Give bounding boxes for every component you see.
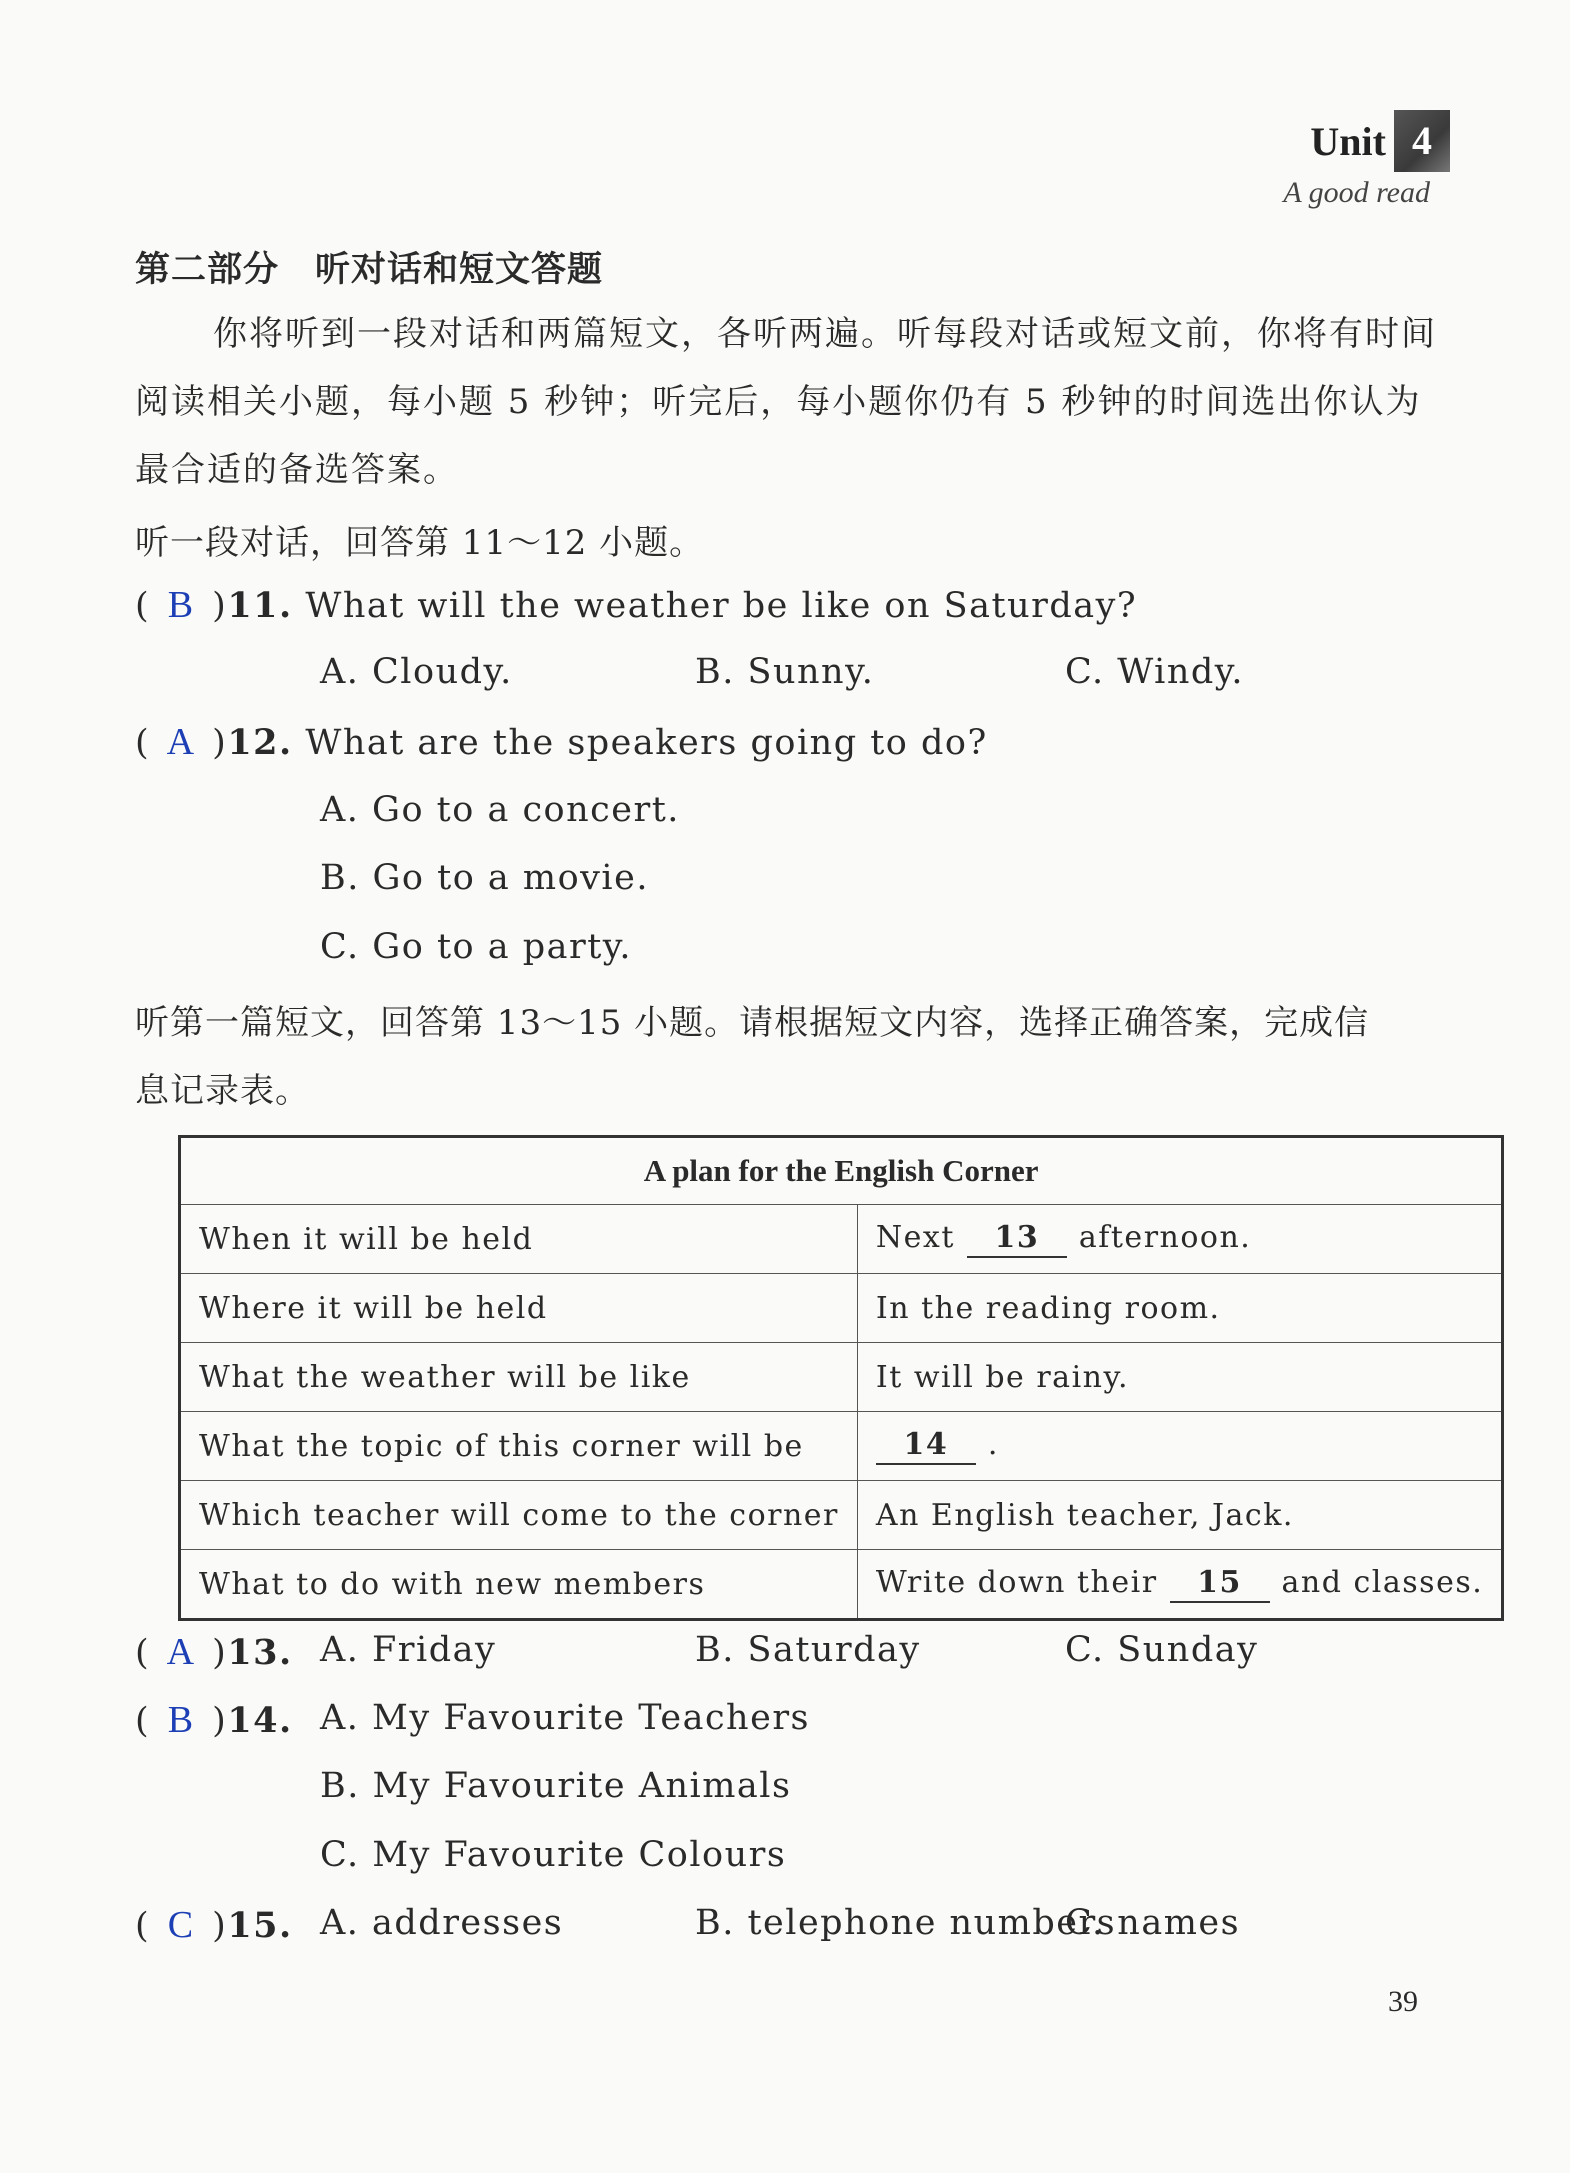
q13-option-a: A. Friday [320, 1630, 497, 1670]
q12-option-c: C. Go to a party. [320, 927, 633, 967]
q14-option-c: C. My Favourite Colours [320, 1835, 787, 1875]
row-label: Which teacher will come to the corner [180, 1481, 858, 1550]
q13-option-b: B. Saturday [695, 1630, 921, 1670]
row-value: Write down their 15 and classes. [857, 1550, 1502, 1620]
row-label: What the weather will be like [180, 1343, 858, 1412]
blank-13: 13 [967, 1220, 1067, 1258]
question-12: ( A )12. What are the speakers going to do? [135, 721, 988, 763]
question-text: What are the speakers going to do? [305, 723, 988, 763]
table-row [180, 1412, 1503, 1481]
row-label: Where it will be held [180, 1274, 858, 1343]
question-15: ( C )15. [135, 1904, 293, 1946]
part1-intro: 听一段对话，回答第 11～12 小题。 [135, 523, 705, 563]
question-11: ( B )11. What will the weather be like on Saturday? [135, 584, 1138, 626]
section-instructions [135, 300, 1455, 504]
plan-table [178, 1135, 1504, 1621]
answer-11: B [167, 584, 195, 626]
q11-option-c: C. Windy. [1065, 652, 1245, 692]
row-label: What to do with new members [180, 1550, 858, 1620]
q12-option-b: B. Go to a movie. [320, 858, 649, 898]
blank-15: 15 [1170, 1565, 1270, 1603]
question-number: 11. [227, 585, 293, 626]
row-value: Next 13 afternoon. [857, 1205, 1502, 1274]
table-row [180, 1481, 1503, 1550]
q15-option-b: B. telephone numbers [695, 1903, 1117, 1943]
unit-number-badge: 4 [1394, 110, 1450, 172]
question-number: 14. [227, 1700, 293, 1741]
question-number: 12. [227, 722, 293, 763]
row-label: What the topic of this corner will be [180, 1412, 858, 1481]
question-number: 13. [227, 1632, 293, 1673]
row-label: When it will be held [180, 1205, 858, 1274]
table-row [180, 1205, 1503, 1274]
section-title: 第二部分 听对话和短文答题 [135, 250, 604, 290]
q15-option-a: A. addresses [320, 1903, 564, 1943]
table-row [180, 1343, 1503, 1412]
row-value: An English teacher, Jack. [857, 1481, 1502, 1550]
table-header-row [180, 1137, 1503, 1205]
table-row [180, 1550, 1503, 1620]
question-14: ( B )14. [135, 1699, 293, 1741]
row-value: It will be rainy. [857, 1343, 1502, 1412]
row-value: In the reading room. [857, 1274, 1502, 1343]
table-title: A plan for the English Corner [180, 1137, 1503, 1205]
unit-header [1283, 110, 1450, 210]
blank-14: 14 [876, 1427, 976, 1465]
question-13: ( A )13. [135, 1631, 293, 1673]
q12-option-a: A. Go to a concert. [320, 790, 680, 830]
q15-option-c: C. names [1065, 1903, 1241, 1943]
page-number: 39 [1388, 1985, 1418, 2018]
q11-option-a: A. Cloudy. [320, 652, 513, 692]
question-number: 15. [227, 1905, 293, 1946]
part2-intro-line1: 听第一篇短文，回答第 13～15 小题。请根据短文内容，选择正确答案，完成信 [135, 1003, 1370, 1043]
answer-14: B [167, 1699, 195, 1741]
table-row [180, 1274, 1503, 1343]
row-value: 14 . [857, 1412, 1502, 1481]
question-text: What will the weather be like on Saturday? [305, 586, 1138, 626]
instructions-text: 你将听到一段对话和两篇短文，各听两遍。听每段对话或短文前，你将有时间阅读相关小题，每小题 5 秒钟；听完后，每小题你仍有 5 秒钟的时间选出你认为最合适的备选答案。 [135, 314, 1437, 490]
part2-intro-line2: 息记录表。 [135, 1071, 310, 1111]
answer-15: C [167, 1904, 195, 1946]
unit-subtitle: A good read [1283, 176, 1430, 209]
q14-option-b: B. My Favourite Animals [320, 1766, 792, 1806]
q13-option-c: C. Sunday [1065, 1630, 1259, 1670]
q11-option-b: B. Sunny. [695, 652, 875, 692]
unit-label: Unit [1310, 118, 1386, 164]
q14-option-a: A. My Favourite Teachers [320, 1698, 811, 1738]
answer-13: A [166, 1631, 196, 1673]
answer-12: A [166, 721, 196, 763]
